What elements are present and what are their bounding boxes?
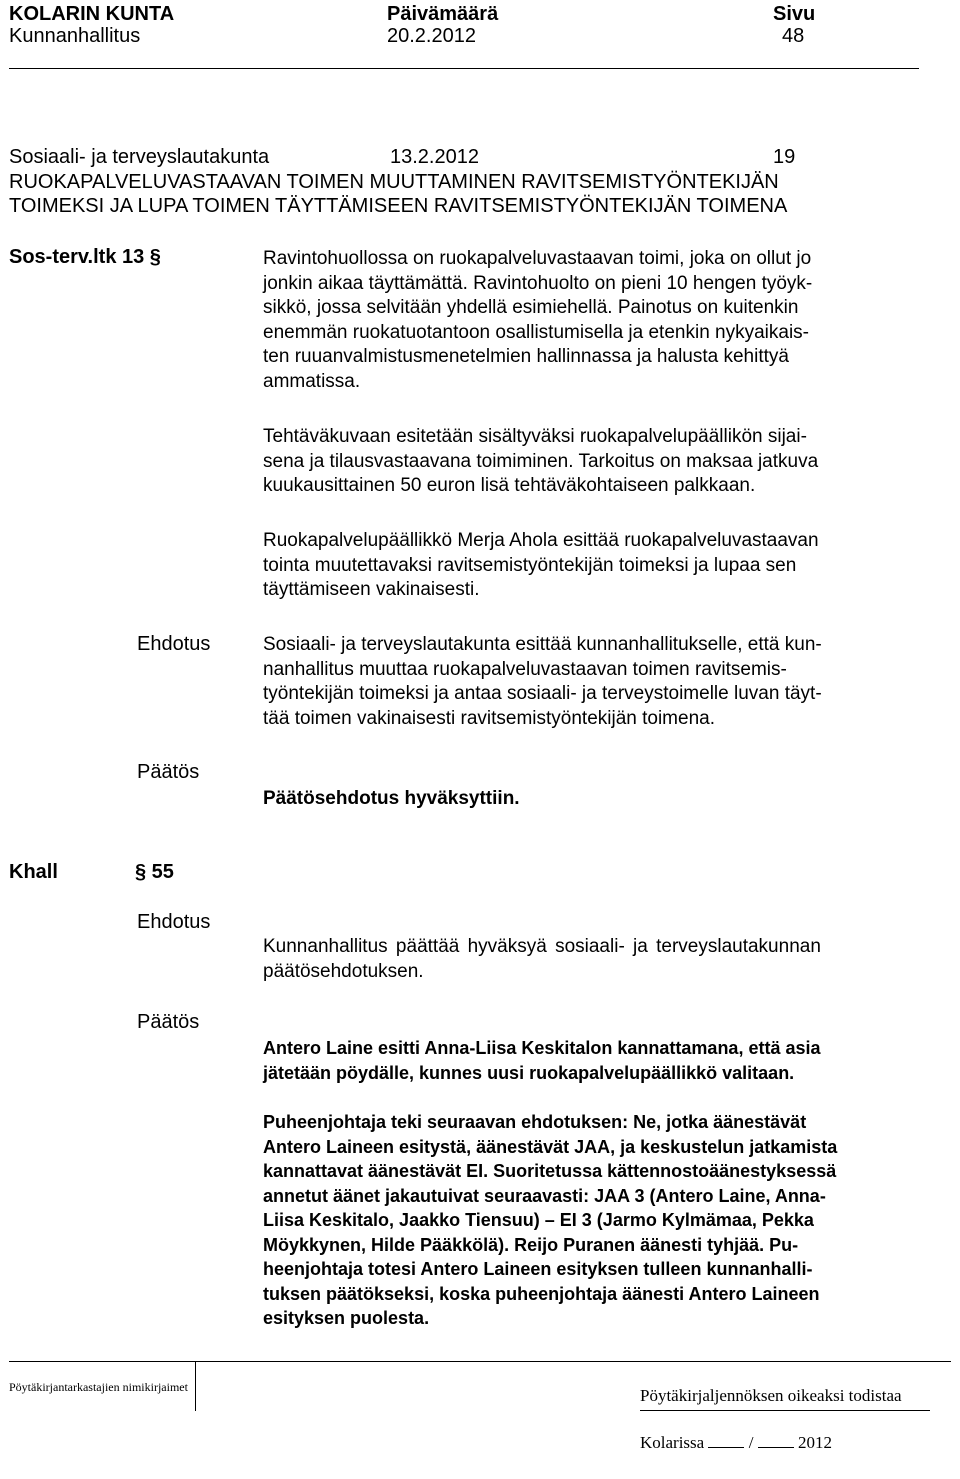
background-paragraph: Ruokapalvelupäällikkö Merja Ahola esittää ruokapalveluvastaavan tointa muutettavaksi ravitsemistyöntekijän toimeksi ja lupaa sen täyttämiseen vakinaisesti. — [263, 530, 819, 600]
khall-proposal-label: Ehdotus — [137, 911, 211, 933]
date-label: Päivämäärä — [387, 3, 499, 25]
footer-initials-label: Pöytäkirjantarkastajien nimikirjaimet — [9, 1380, 188, 1394]
page-label: Sivu — [773, 3, 816, 25]
background-paragraph: Tehtäväkuvaan esitetään sisältyväksi ruokapalvelupäällikön sijai- sena ja tilausvastaavana toimiminen. Tarkoitus on maksaa jatkuva kuukausittainen 50 euron lisä tehtäväkohtaiseen palkkaan. — [263, 426, 819, 496]
proposal-text: Sosiaali- ja terveyslautakunta esittää kunnanhallitukselle, että kun- nanhallitus muuttaa ruokapalveluvastaavan toimen ravitsemis- työntekijän toimeksi ja antaa sosiaali- ja terveystoimelle luvan täyt- tää toimen vakinaisesti ravitsemistyöntekijän toimena. — [263, 634, 822, 729]
item-title-line: RUOKAPALVELUVASTAAVAN TOIMEN MUUTTAMINEN RAVITSEMISTYÖNTEKIJÄN — [9, 171, 779, 193]
meeting-date: 20.2.2012 — [387, 25, 476, 47]
khall-vote-paragraph: Puheenjohtaja teki seuraavan ehdotuksen: Ne, jotka äänestävät Antero Laineen esitystä, äänestävät JAA, ja keskustelun jatkamista kannattavat äänestävät EI. Suoritetussa kättennostoäänestyksessä annetut äänet jakautuivat seuraavasti: JAA 3 (Antero Laine, Anna- Liisa Keskitalo, Jaakko Tiensuu) – EI 3 (Jarmo Kylmämaa, Pekka Möykkynen, Hilde Pääkkölä). Reijo Puranen äänesti tyhjää. Pu- heenjohtaja totesi Antero Laineen esityksen tulleen kunnanhalli- tuksen päätökseksi, koska puheenjohtaja äänesti Antero Laineen esityksen puolesta. — [263, 1112, 838, 1328]
khall-proposal-text: Kunnanhallitus päättää hyväksyä sosiaali- ja terveyslautakunnan päätösehdotuksen. — [263, 936, 821, 982]
organization-name: KOLARIN KUNTA — [9, 3, 175, 25]
section-reference: Sos-terv.ltk 13 § — [9, 246, 161, 268]
item-title-line: TOIMEKSI JA LUPA TOIMEN TÄYTTÄMISEEN RAVITSEMISTYÖNTEKIJÄN TOIMENA — [9, 195, 788, 217]
footer-divider — [195, 1361, 196, 1411]
signature-line — [640, 1410, 930, 1411]
khall-decision-label: Päätös — [137, 1011, 200, 1033]
page-number: 48 — [782, 25, 805, 47]
khall-decision-paragraph: Antero Laine esitti Anna-Liisa Keskitalon kannattamana, että asia jätetään pöydälle, kunnes uusi ruokapalvelupäällikkö valitaan. — [263, 1038, 821, 1083]
body-name: Kunnanhallitus — [9, 25, 141, 47]
proposal-label: Ehdotus — [137, 633, 211, 655]
header-rule — [9, 68, 919, 69]
decision-text: Päätösehdotus hyväksyttiin. — [263, 788, 520, 809]
khall-label: Khall — [9, 861, 58, 883]
background-paragraph: Ravintohuollossa on ruokapalveluvastaavan toimi, joka on ollut jo jonkin aikaa täyttämättä. Ravintohuolto on pieni 10 hengen työyk- sikkö, jossa selvitään yhdellä esimiehellä. Painotus on kuitenkin enemmän ruokatuotantoon osallistumisella ja etenkin nykyaikais- ten ruuanvalmistusmenetelmien hallinnassa ja halusta kehittyä ammatissa. — [263, 248, 813, 392]
khall-section-number: § 55 — [135, 861, 174, 883]
footer-rule — [9, 1361, 951, 1362]
decision-label: Päätös — [137, 761, 200, 783]
board-name: Sosiaali- ja terveyslautakunta — [9, 146, 270, 168]
footer-place-date: Kolarissa / 2012 — [640, 1433, 832, 1452]
footer-certification-label: Pöytäkirjaljennöksen oikeaksi todistaa — [640, 1386, 902, 1405]
board-meeting-date: 13.2.2012 — [390, 146, 479, 168]
board-item-number: 19 — [773, 146, 796, 168]
